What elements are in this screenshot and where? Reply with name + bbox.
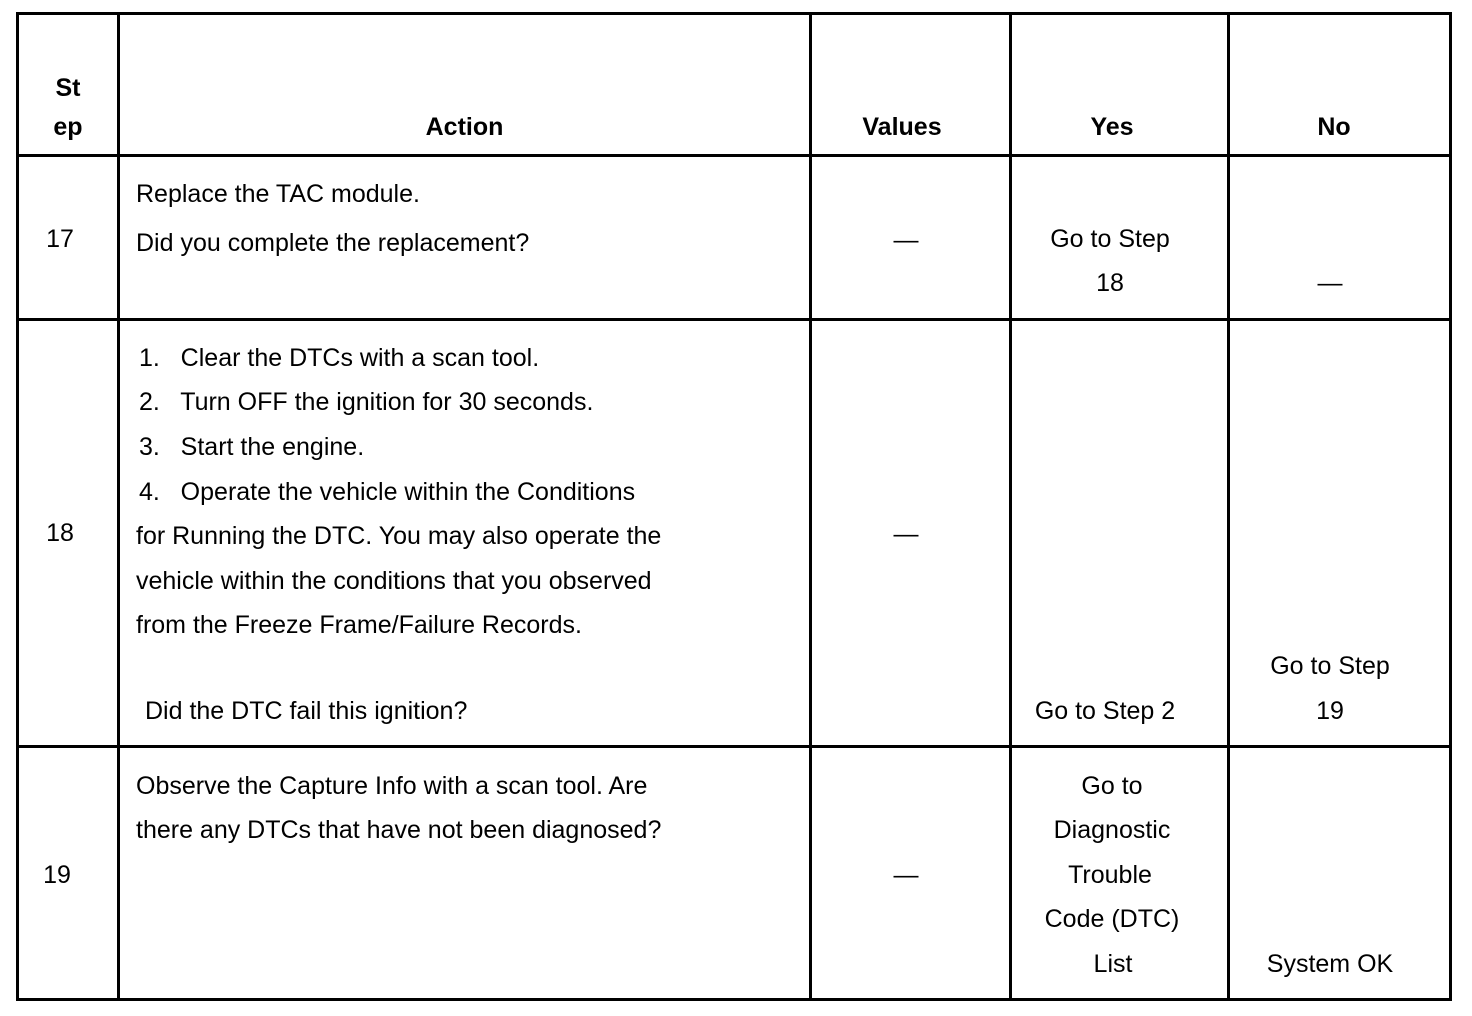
row-19-no: System OK bbox=[1266, 950, 1394, 978]
row-19-values: — bbox=[893, 861, 919, 889]
border-yes-no bbox=[1227, 12, 1230, 1001]
row-17-action-line: Did you complete the replacement? bbox=[136, 229, 530, 257]
row-18-action-line: for Running the DTC. You may also operate the bbox=[136, 522, 662, 550]
border-header-bottom bbox=[16, 154, 1452, 157]
row-18-action-question: Did the DTC fail this ignition? bbox=[145, 697, 468, 725]
row-18-step: 18 bbox=[46, 519, 74, 547]
border-row17-bottom bbox=[16, 318, 1452, 321]
border-action-values bbox=[809, 12, 812, 1001]
row-17-step: 17 bbox=[46, 225, 74, 253]
row-19-yes-line: Go to bbox=[1081, 772, 1143, 800]
border-values-yes bbox=[1009, 12, 1012, 1001]
row-19-yes-line: Code (DTC) bbox=[1044, 905, 1180, 933]
row-17-yes-line: 18 bbox=[1096, 269, 1124, 297]
row-18-action-line: vehicle within the conditions that you observed bbox=[136, 567, 652, 595]
row-17-yes-line: Go to Step bbox=[1050, 225, 1170, 253]
border-bottom bbox=[16, 998, 1452, 1001]
row-18-action-line: from the Freeze Frame/Failure Records. bbox=[136, 611, 582, 639]
row-17-values: — bbox=[893, 226, 919, 254]
header-action: Action bbox=[425, 113, 504, 141]
border-row18-bottom bbox=[16, 745, 1452, 748]
row-17-action-line: Replace the TAC module. bbox=[136, 180, 420, 208]
border-left bbox=[16, 12, 19, 1001]
row-17-no: — bbox=[1317, 269, 1343, 297]
row-18-values: — bbox=[893, 520, 919, 548]
row-19-yes-line: List bbox=[1093, 950, 1133, 978]
row-19-action-line: there any DTCs that have not been diagnosed? bbox=[136, 816, 662, 844]
row-18-action-line: 2. Turn OFF the ignition for 30 seconds. bbox=[139, 388, 594, 416]
row-19-step: 19 bbox=[43, 861, 71, 889]
row-19-yes-line: Trouble bbox=[1068, 861, 1152, 889]
header-yes: Yes bbox=[1090, 113, 1134, 141]
header-values: Values bbox=[862, 113, 942, 141]
header-step-line2: ep bbox=[53, 113, 83, 141]
row-18-no-line: 19 bbox=[1316, 697, 1344, 725]
row-18-action-line: 1. Clear the DTCs with a scan tool. bbox=[139, 344, 540, 372]
header-step-line1: St bbox=[55, 74, 81, 102]
border-step-action bbox=[117, 12, 120, 1001]
border-top bbox=[16, 12, 1452, 15]
row-18-yes: Go to Step 2 bbox=[1034, 697, 1176, 725]
row-19-yes-line: Diagnostic bbox=[1053, 816, 1171, 844]
row-19-action-line: Observe the Capture Info with a scan tool. Are bbox=[136, 772, 648, 800]
row-18-no-line: Go to Step bbox=[1270, 652, 1390, 680]
row-18-action-line: 4. Operate the vehicle within the Conditions bbox=[139, 478, 636, 506]
row-18-action-line: 3. Start the engine. bbox=[139, 433, 365, 461]
header-no: No bbox=[1317, 113, 1351, 141]
border-right bbox=[1449, 12, 1452, 1001]
